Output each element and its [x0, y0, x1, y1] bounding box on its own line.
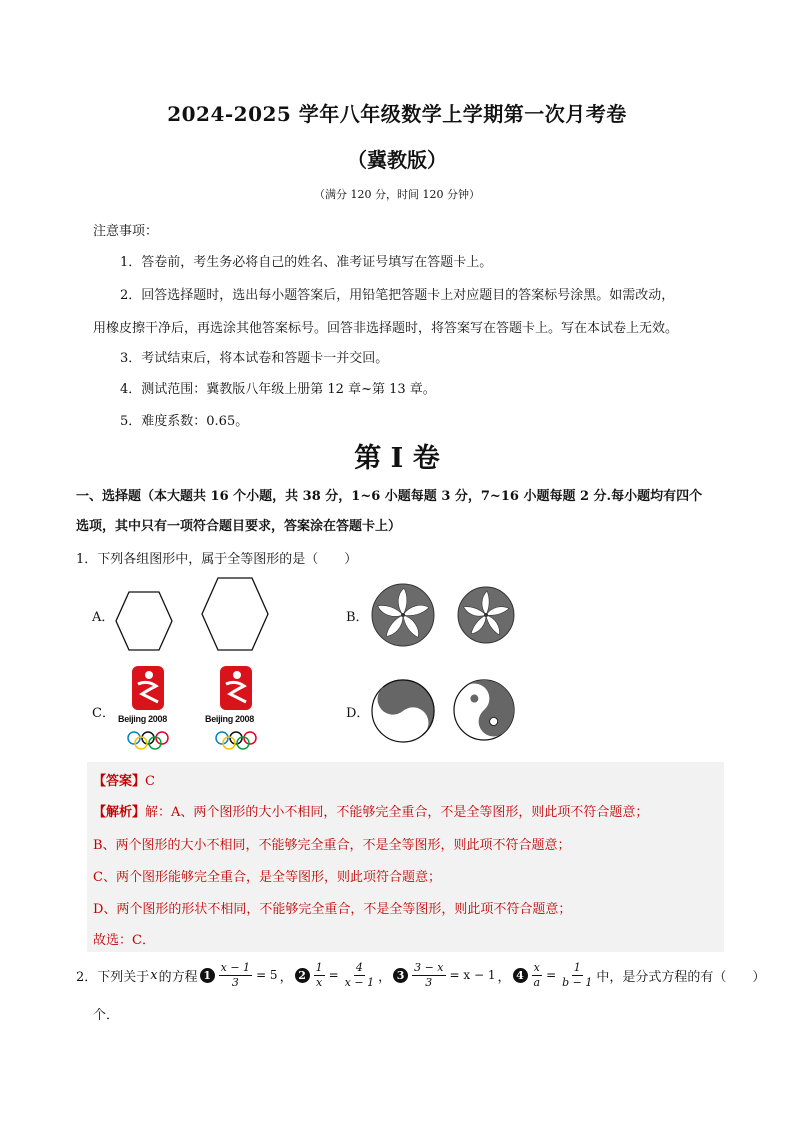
note-item: 1．答卷前，考生务必将自己的姓名、准考证号填写在答题卡上。 [120, 255, 493, 270]
q2-prefix: 2．下列关于 [76, 969, 150, 985]
fraction: $\frac{x - 1}{3}$ [220, 960, 251, 989]
note-item: 3．考试结束后，将本试卷和答题卡一并交回。 [120, 351, 389, 366]
option-a-label: A． [92, 610, 115, 625]
analysis-line: C、两个图形能够完全重合，是全等图形，则此项符合题意； [93, 870, 441, 885]
circled-number-3: 3 [393, 968, 408, 983]
emblem-caption-1: Beijing 2008 [118, 714, 167, 724]
fraction: $\frac{1}{x}$ [315, 960, 323, 989]
option-d-label: D． [346, 706, 370, 721]
section-heading-line1: 一、选择题（本大题共 16 个小题，共 38 分，1~6 小题每题 3 分，7~16 小题每题 2 分.每小题均有四个 [76, 489, 703, 504]
olympic-rings-2 [214, 730, 258, 750]
circled-number-4: 4 [513, 968, 528, 983]
q2-mid: 的方程 [158, 969, 198, 985]
beijing-2008-emblem-1 [128, 664, 168, 714]
fraction: $\frac{4}{x - 1}$ [344, 960, 375, 989]
page-title: 2024-2025 学年八年级数学上学期第一次月考卷 [167, 102, 627, 126]
fraction: $\frac{3 - x}{3}$ [414, 960, 444, 989]
note-item: 5．难度系数：0.65。 [120, 414, 249, 429]
separator: ， [497, 969, 511, 985]
section-heading-line2: 选项，其中只有一项符合题目要求，答案涂在答题卡上） [76, 519, 402, 534]
note-item: 用橡皮擦干净后，再选涂其他答案标号。回答非选择题时，将答案写在答题卡上。写在本试卷上无效。 [93, 321, 679, 336]
q2-suffix: 中，是分式方程的有（ ） [596, 969, 766, 985]
question-2-stem: 2．下列关于 x 的方程 1 $\frac{x - 1}{3}$ = 5 ， 2 $\frac{1}{x}$ = $\frac{4}{x - 1}$ ， 3 $\frac{3 - x}{3}$ = x − 1 ， 4 $\frac{x}{a}$ = $\frac{1}{b - 1}$ 中，是分式方程的有（ ） [76, 960, 766, 989]
notes-heading: 注意事项： [93, 224, 159, 239]
separator: ， [279, 969, 293, 985]
analysis-line [93, 801, 648, 820]
yin-yang-figure-1 [370, 678, 436, 744]
answer-panel [87, 762, 724, 952]
yin-yang-figure-2 [452, 678, 516, 742]
analysis-conclusion: 故选：C． [93, 933, 155, 948]
question-1-stem: 1．下列各组图形中，属于全等图形的是（ ） [76, 552, 358, 567]
page-subtitle: （冀教版） [347, 148, 447, 172]
option-b-label: B． [346, 610, 369, 625]
note-item: 4．测试范围：冀教版八年级上册第 12 章~第 13 章。 [120, 382, 436, 397]
answer-value: C [145, 774, 155, 789]
analysis-line: B、两个图形的大小不相同，不能够完全重合，不是全等图形，则此项不符合题意； [93, 838, 571, 853]
answer-line [93, 770, 155, 789]
large-hexagon-figure [200, 576, 270, 652]
question-2-continuation: 个． [93, 1008, 120, 1023]
score-info: （满分 120 分，时间 120 分钟） [314, 188, 480, 201]
analysis-line: D、两个图形的形状不相同，不能够完全重合，不是全等图形，则此项不符合题意； [93, 902, 572, 917]
option-c-label: C． [92, 706, 115, 721]
fraction: $\frac{1}{b - 1}$ [562, 960, 593, 989]
equation-rhs: = 5 [256, 968, 278, 982]
olympic-rings-1 [126, 730, 170, 750]
q2-variable: x [150, 967, 158, 983]
small-hexagon-figure [114, 590, 174, 652]
circled-number-2: 2 [295, 968, 310, 983]
fraction: $\frac{x}{a}$ [533, 960, 541, 989]
emblem-caption-2: Beijing 2008 [205, 714, 254, 724]
circled-number-1: 1 [200, 968, 215, 983]
volume-title: 第 I 卷 [354, 443, 440, 474]
note-item: 2．回答选择题时，选出每小题答案后，用铅笔把答题卡上对应题目的答案标号涂黑。如需改动， [120, 288, 675, 303]
answer-tag: 【答案】 [93, 774, 146, 789]
separator: ， [378, 969, 392, 985]
beijing-2008-emblem-2 [216, 664, 256, 714]
analysis-tag: 【解析】 [93, 805, 146, 820]
small-flower-figure [456, 585, 516, 645]
equation-rhs: = x − 1 [449, 968, 496, 982]
analysis-text: 解：A、两个图形的大小不相同，不能够完全重合，不是全等图形，则此项不符合题意； [145, 805, 649, 820]
large-flower-figure [370, 582, 436, 648]
